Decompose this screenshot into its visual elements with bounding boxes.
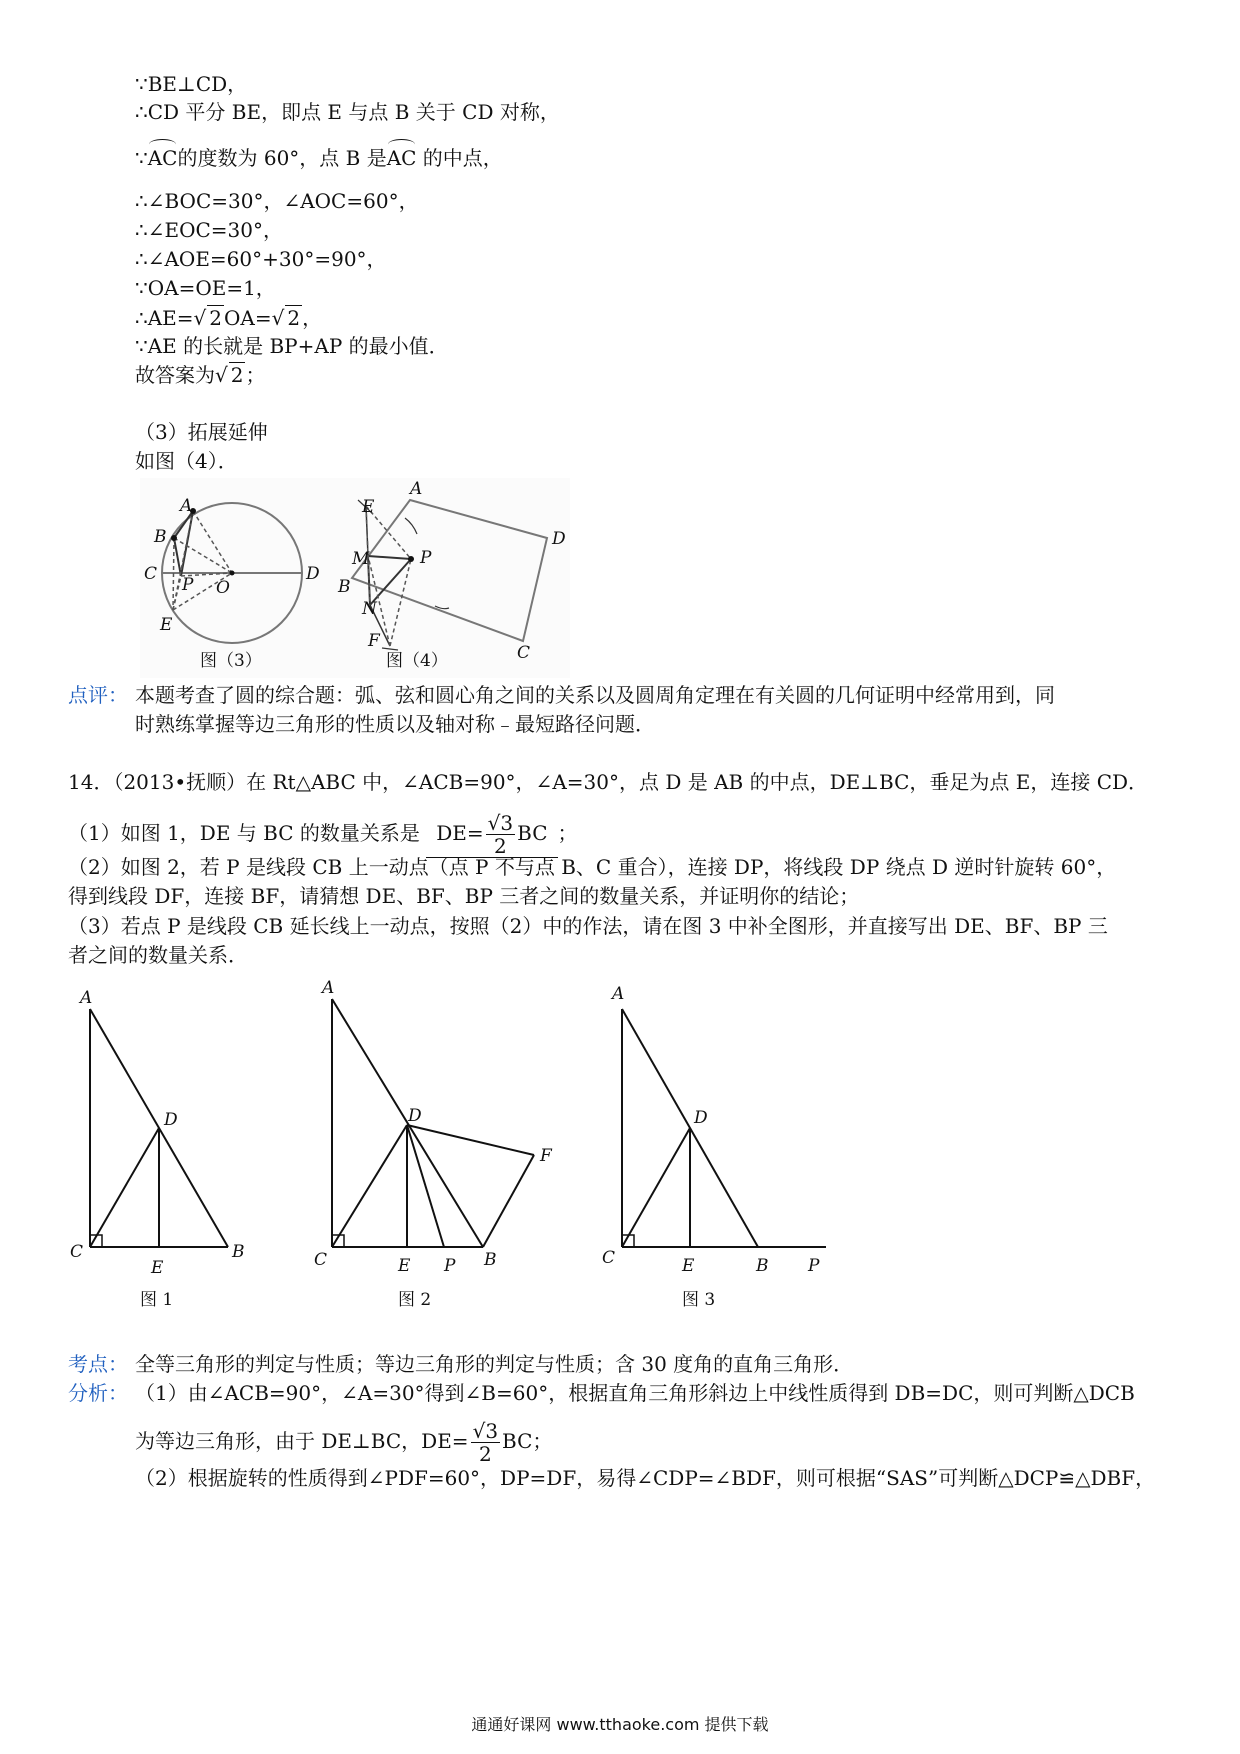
solution-line: ∴∠BOC=30°，∠AOC=60°， (135, 189, 419, 213)
figure-caption: 图 3 (682, 1290, 716, 1310)
solution-line: ∴∠EOC=30°， (135, 218, 283, 242)
figure-caption: 图 2 (398, 1290, 432, 1310)
answer-blank (426, 812, 557, 858)
fraction (471, 1420, 500, 1465)
solution-line: ∴CD 平分 BE，即点 E 与点 B 关于 CD 对称， (135, 100, 560, 124)
point-label: N (362, 599, 377, 619)
text: 故答案为 (135, 363, 215, 387)
fenxi-text: （2）根据旋转的性质得到∠PDF=60°，DP=DF，易得∠CDP=∠BDF，则可根据“SAS”可判断△DCP≌△DBF， (135, 1466, 1156, 1490)
text: ； (557, 821, 578, 845)
point-label: A (80, 988, 93, 1008)
answer-text: BC (517, 821, 548, 845)
figure-3 (590, 985, 850, 1325)
question-1 (68, 812, 578, 858)
fraction (486, 812, 515, 857)
figure-caption: 图（4） (386, 651, 448, 671)
point-label: A (180, 496, 193, 516)
point-label: A (410, 479, 423, 499)
point-label: D (164, 1110, 178, 1130)
numerator: √3 (472, 1419, 499, 1443)
figure-3-4 (140, 478, 570, 678)
denominator: 2 (494, 834, 507, 858)
question-3: （3）若点 P 是线段 CB 延长线上一动点，按照（2）中的作法，请在图 3 中补全图形，并直接写出 DE、BF、BP 三 (68, 914, 1108, 938)
point-label: A (322, 978, 335, 998)
point-label: B (756, 1256, 769, 1276)
point-label: B (338, 577, 351, 597)
text: 为等边三角形，由于 DE⊥BC，DE= (135, 1429, 469, 1453)
text: ， (302, 306, 323, 330)
question-2: （2）如图 2，若 P 是线段 CB 上一动点（点 P 不与点 B、C 重合），连接 DP，将线段 DP 绕点 D 逆时针旋转 60°， (68, 855, 1117, 879)
point-label: F (368, 631, 380, 651)
point-label: E (151, 1258, 164, 1278)
point-label: P (182, 575, 194, 595)
arc-ac: AC (386, 146, 417, 170)
fenxi-label: 分析： (68, 1381, 128, 1405)
question-3: 者之间的数量关系． (68, 943, 248, 967)
fenxi-text (135, 1420, 552, 1465)
text: OA= (224, 306, 272, 330)
figure-reference: 如图（4）． (135, 449, 238, 473)
point-label: C (144, 564, 158, 584)
text: 的中点， (416, 146, 503, 170)
point-label: F (540, 1146, 552, 1166)
point-label: M (352, 549, 370, 569)
text: BC； (502, 1429, 553, 1453)
point-label: D (552, 529, 566, 549)
point-label: C (70, 1242, 84, 1262)
fenxi-text: （1）由∠ACB=90°，∠A=30°得到∠B=60°，根据直角三角形斜边上中线性质得到 DB=DC，则可判断△DCB (135, 1381, 1135, 1405)
point-label: O (216, 578, 230, 598)
comment-label: 点评： (68, 683, 128, 707)
solution-line: ∵BE⊥CD， (135, 72, 248, 96)
radicand: 2 (209, 306, 223, 330)
figure-caption: 图 1 (140, 1290, 174, 1310)
part3-heading: （3）拓展延伸 (135, 420, 268, 444)
figure-2 (300, 975, 600, 1325)
point-label: C (517, 643, 531, 663)
kaodian-text: 全等三角形的判定与性质；等边三角形的判定与性质；含 30 度角的直角三角形． (135, 1352, 854, 1376)
solution-line (135, 146, 503, 170)
solution-line: ∴AE=√ 2 OA=√ 2 ， (135, 306, 323, 330)
point-label: E (682, 1256, 695, 1276)
comment-text: 本题考查了圆的综合题：弧、弦和圆心角之间的关系以及圆周角定理在有关圆的几何证明中经常用到，同 (135, 683, 1055, 707)
point-label: P (444, 1256, 456, 1276)
because-symbol: ∵ (135, 146, 148, 170)
kaodian-label: 考点： (68, 1352, 128, 1376)
solution-line: ∵OA=OE=1， (135, 276, 276, 300)
radicand: 2 (230, 363, 244, 387)
point-label: C (314, 1250, 328, 1270)
point-label: E (398, 1256, 411, 1276)
point-label: E (362, 497, 375, 517)
problem-stem: 14．（2013•抚顺）在 Rt△ABC 中，∠ACB=90°，∠A=30°，点 D 是 AB 的中点，DE⊥BC，垂足为点 E，连接 CD． (68, 770, 1149, 794)
figure-1 (60, 985, 280, 1325)
text: ∴AE= (135, 306, 194, 330)
point-label: P (808, 1256, 820, 1276)
point-label: B (154, 527, 167, 547)
point-label: A (612, 984, 625, 1004)
point-label: D (306, 564, 320, 584)
footer-credit: 通通好课网 www.tthaoke.com 提供下载 (471, 1715, 769, 1734)
text: （1）如图 1，DE 与 BC 的数量关系是 (68, 821, 420, 845)
text: ； (245, 363, 266, 387)
answer-text: DE= (436, 821, 484, 845)
numerator: √3 (487, 811, 514, 835)
solution-line: 故答案为√ 2 ； (135, 363, 266, 387)
figure-caption: 图（3） (200, 651, 262, 671)
question-2: 得到线段 DF，连接 BF，请猜想 DE、BF、BP 三者之间的数量关系，并证明你的结论； (68, 884, 860, 908)
radicand: 2 (287, 306, 301, 330)
solution-line: ∴∠AOE=60°+30°=90°， (135, 247, 387, 271)
arc-ac: AC (147, 146, 178, 170)
point-label: P (420, 548, 432, 568)
comment-text: 时熟练掌握等边三角形的性质以及轴对称﹣最短路径问题． (135, 712, 655, 736)
solution-line: ∵AE 的长就是 BP+AP 的最小值． (135, 334, 449, 358)
point-label: E (160, 615, 173, 635)
denominator: 2 (478, 1442, 492, 1466)
point-label: B (484, 1250, 497, 1270)
point-label: D (408, 1106, 422, 1126)
text: 的度数为 60°，点 B 是 (177, 146, 387, 170)
point-label: D (694, 1108, 708, 1128)
point-label: B (232, 1242, 245, 1262)
point-label: C (602, 1248, 616, 1268)
